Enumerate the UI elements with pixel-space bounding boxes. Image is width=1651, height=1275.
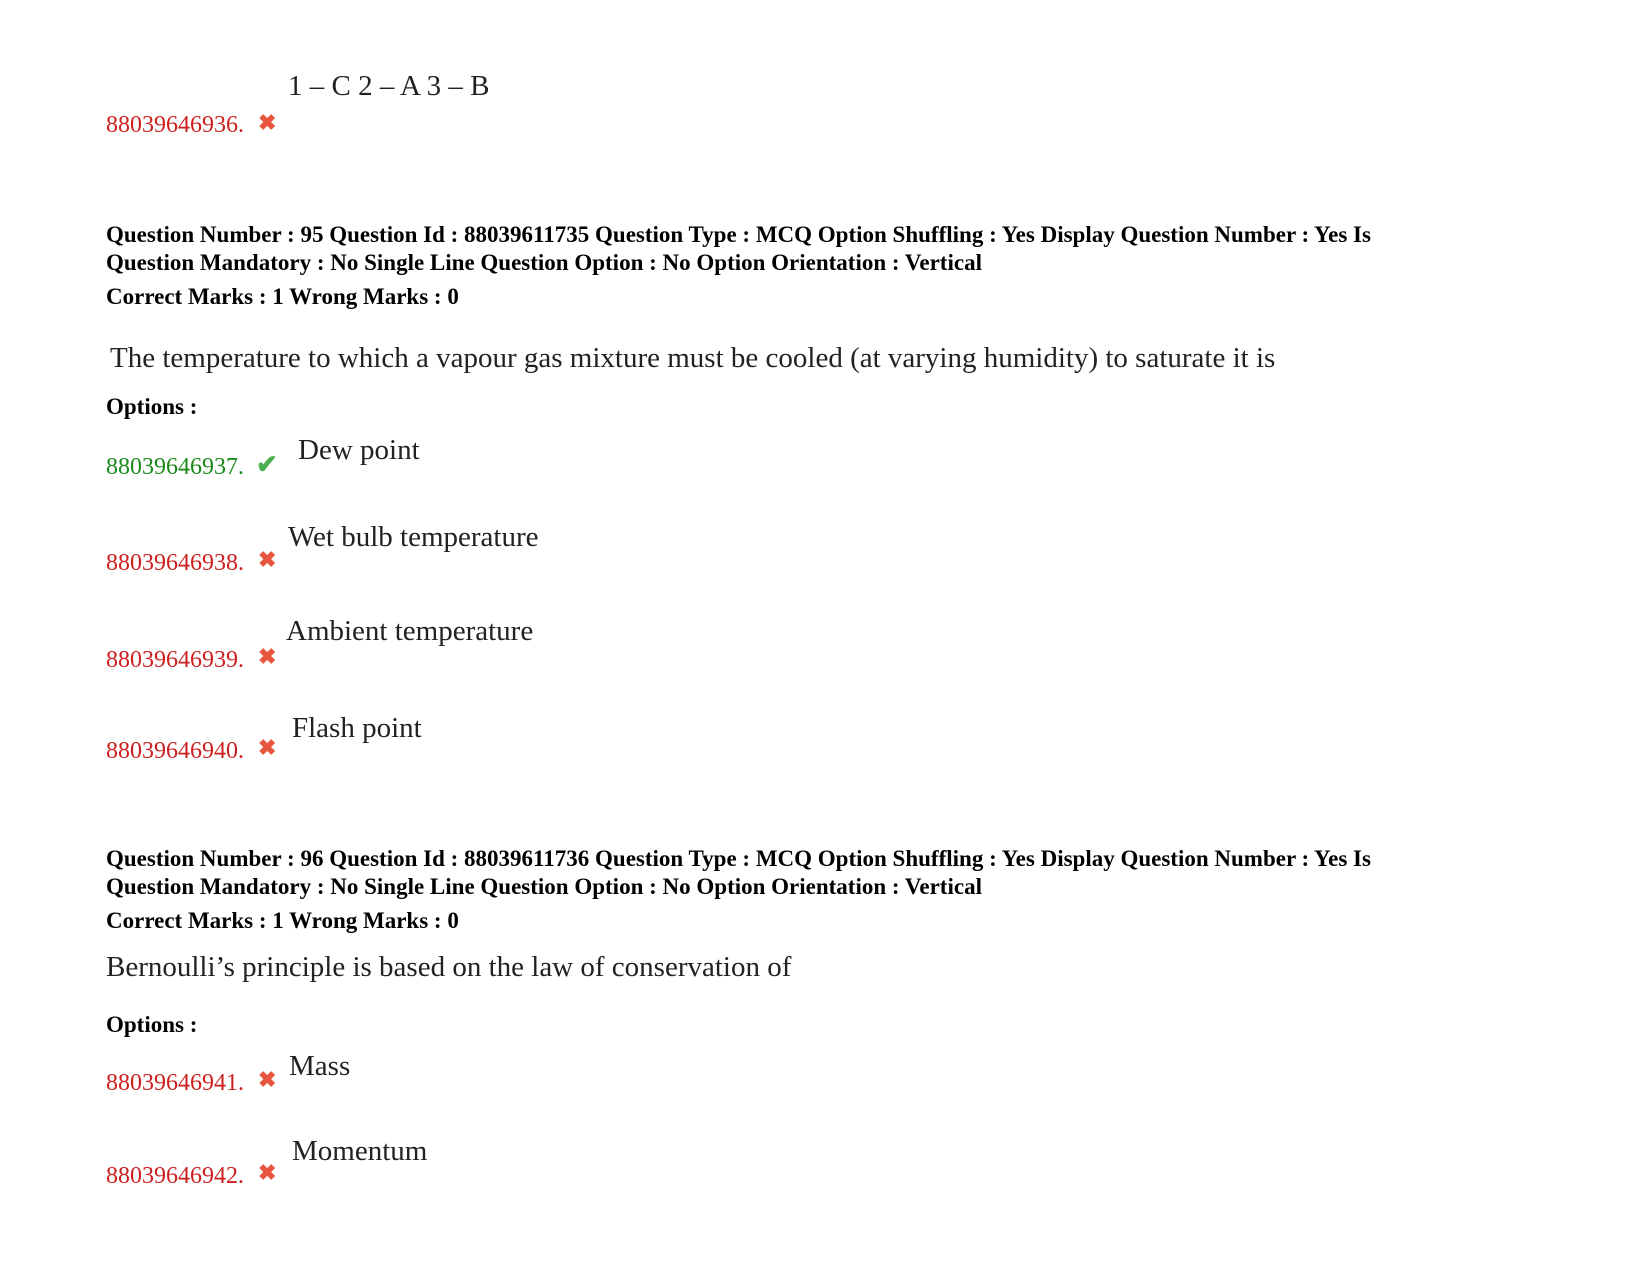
question-96-meta-line2: Question Mandatory : No Single Line Question Option : No Option Orientation : Vertical (106, 874, 982, 899)
wrong-cross-icon: ✖ (258, 110, 277, 135)
q95-option-4-id: 88039646940. (106, 738, 244, 764)
question-96-marks: Correct Marks : 1 Wrong Marks : 0 (106, 908, 459, 933)
q96-option-2-id: 88039646942. (106, 1163, 244, 1189)
wrong-cross-icon: ✖ (258, 1067, 277, 1092)
question-96-text: Bernoulli’s principle is based on the law of conservation of (106, 951, 792, 983)
question-96-options-label: Options : (106, 1012, 198, 1037)
question-95-meta-line1: Question Number : 95 Question Id : 88039611735 Question Type : MCQ Option Shuffling : Yes Display Question Number : Yes Is (106, 222, 1371, 247)
q95-option-2-id: 88039646938. (106, 550, 244, 576)
wrong-cross-icon: ✖ (258, 735, 277, 760)
question-95-marks: Correct Marks : 1 Wrong Marks : 0 (106, 284, 459, 309)
correct-check-icon: ✔ (256, 450, 278, 479)
q95-option-1-id: 88039646937. (106, 454, 244, 480)
question-95-options-label: Options : (106, 394, 198, 419)
question-96-meta-line1: Question Number : 96 Question Id : 88039611736 Question Type : MCQ Option Shuffling : Yes Display Question Number : Yes Is (106, 846, 1371, 871)
question-95-text: The temperature to which a vapour gas mixture must be cooled (at varying humidity) to saturate it is (110, 342, 1276, 374)
q95-option-4-text: Flash point (292, 712, 422, 744)
q96-option-2-text: Momentum (292, 1135, 428, 1167)
q95-option-1-text: Dew point (298, 434, 420, 466)
prev-option-id: 88039646936. (106, 112, 244, 138)
wrong-cross-icon: ✖ (258, 547, 277, 572)
q95-option-3-id: 88039646939. (106, 647, 244, 673)
q95-option-3-text: Ambient temperature (286, 615, 534, 647)
wrong-cross-icon: ✖ (258, 1160, 277, 1185)
q96-option-1-text: Mass (289, 1050, 351, 1082)
q95-option-2-text: Wet bulb temperature (288, 521, 539, 553)
q96-option-1-id: 88039646941. (106, 1070, 244, 1096)
wrong-cross-icon: ✖ (258, 644, 277, 669)
question-95-meta-line2: Question Mandatory : No Single Line Question Option : No Option Orientation : Vertical (106, 250, 982, 275)
prev-option-text: 1 – C 2 – A 3 – B (288, 70, 490, 102)
